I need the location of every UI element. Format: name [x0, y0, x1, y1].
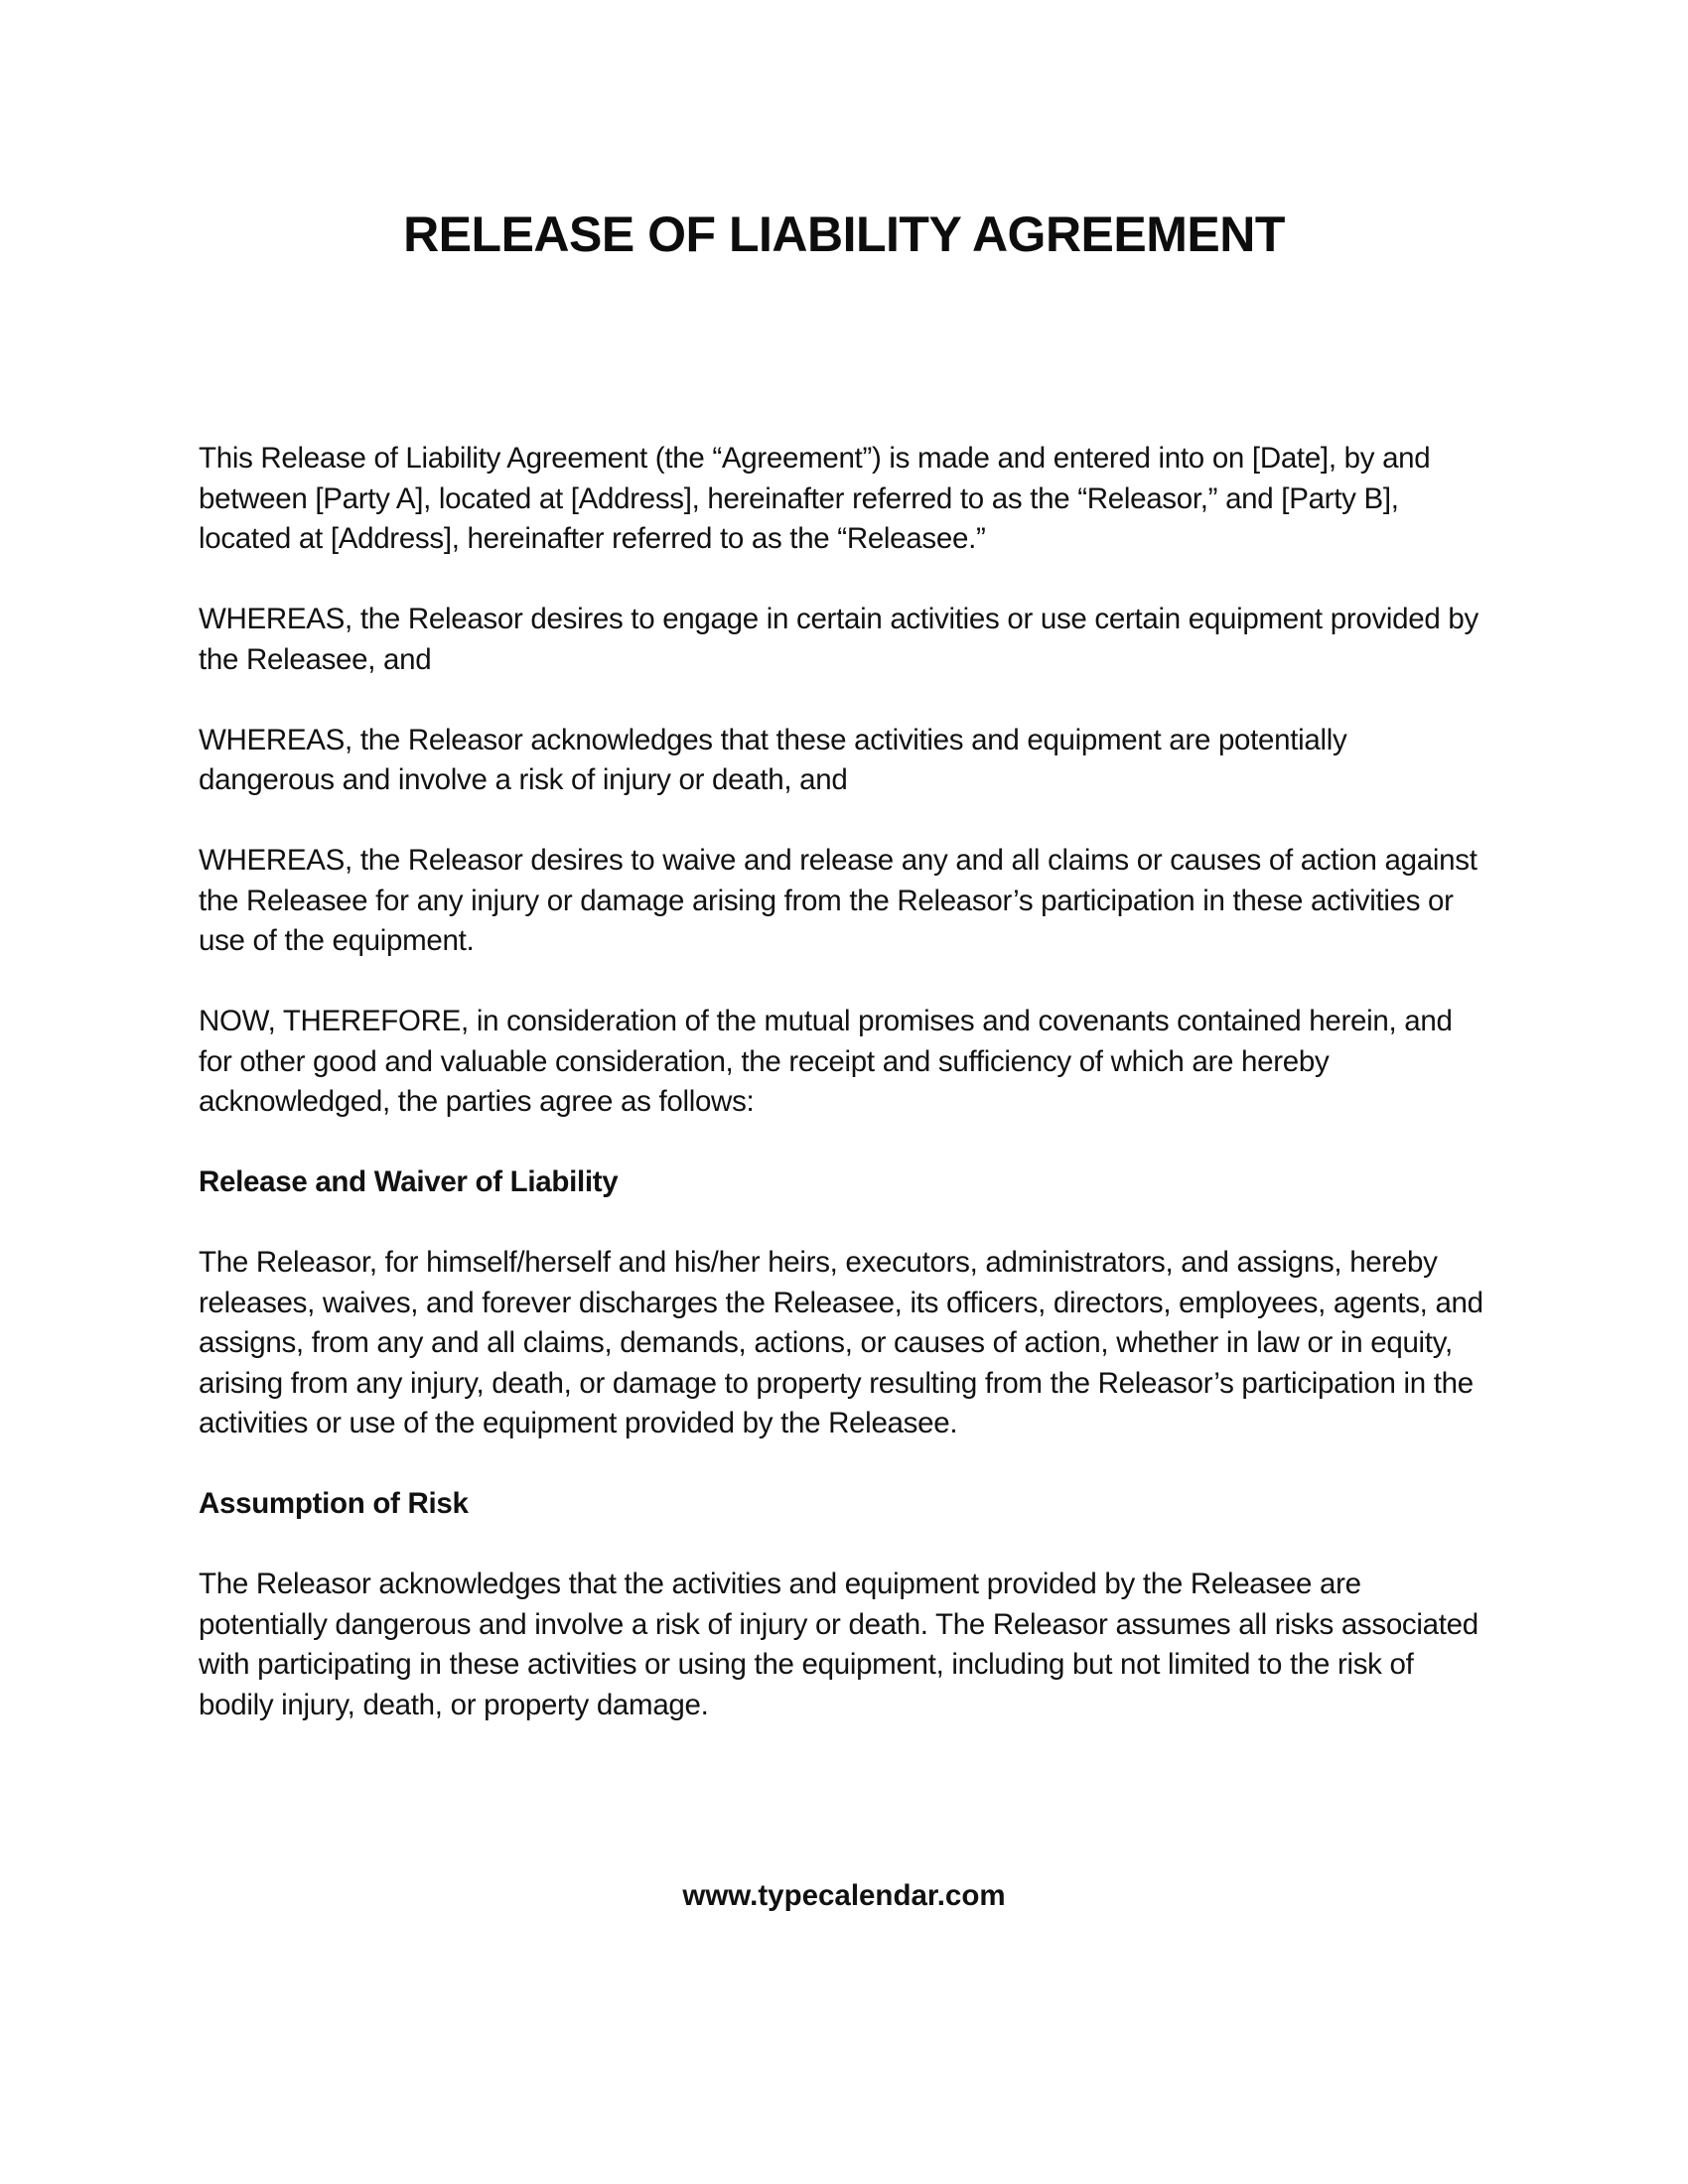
document-title: RELEASE OF LIABILITY AGREEMENT	[403, 206, 1285, 262]
section-body-release-waiver: The Releasor, for himself/herself and his/her heirs, executors, administrators, and assigns, hereby releases, waives, and forever discharges the Releasee, its officers, directors, employees, agents, and assigns, from any and all claims, demands, actions, or causes of action, whether in law or in equity, arising from any injury, death, or damage to property resulting from the Releasor’s participation in the activities or use of the equipment provided by the Releasee.	[199, 1246, 1483, 1439]
footer-website: www.typecalendar.com	[682, 1879, 1006, 1912]
whereas-paragraph-1: WHEREAS, the Releasor desires to engage in certain activities or use certain equipment provided by the Releasee, and	[199, 603, 1478, 676]
section-heading-assumption-risk: Assumption of Risk	[199, 1487, 469, 1520]
document-body	[199, 439, 1489, 1766]
whereas-paragraph-3: WHEREAS, the Releasor desires to waive and release any and all claims or causes of action against the Releasee for any injury or damage arising from the Releasor’s participation in these activities or use of the equipment.	[199, 844, 1477, 957]
intro-paragraph: This Release of Liability Agreement (the “Agreement”) is made and entered into on [Date], by and between [Party A], located at [Address], hereinafter referred to as the “Releasor,” and [Party B], located at [Address], hereinafter referred to as the “Releasee.”	[199, 442, 1431, 555]
now-therefore-paragraph: NOW, THEREFORE, in consideration of the mutual promises and covenants contained herein, and for other good and valuable consideration, the receipt and sufficiency of which are hereby acknowledged, the parties agree as follows:	[199, 1005, 1453, 1118]
whereas-paragraph-2: WHEREAS, the Releasor acknowledges that these activities and equipment are potentially dangerous and involve a risk of injury or death, and	[199, 723, 1347, 796]
section-body-assumption-risk: The Releasor acknowledges that the activities and equipment provided by the Releasee are potentially dangerous and involve a risk of injury or death. The Releasor assumes all risks associated with participating in these activities or using the equipment, including but not limited to the risk of bodily injury, death, or property damage.	[199, 1568, 1478, 1721]
section-heading-release-waiver: Release and Waiver of Liability	[199, 1165, 619, 1198]
